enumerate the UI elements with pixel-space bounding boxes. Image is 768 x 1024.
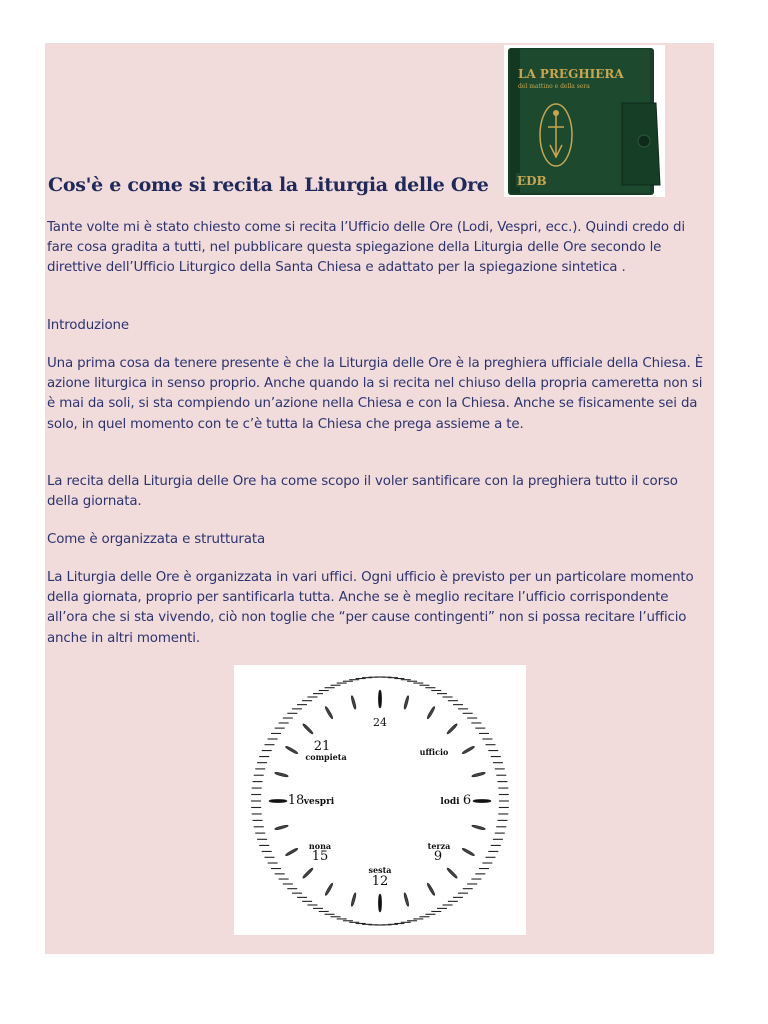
clock-hour-tick bbox=[324, 706, 333, 719]
office-sesta-label: sesta bbox=[368, 865, 392, 875]
hour-12-label: 12 bbox=[371, 874, 389, 889]
clock-hour-tick bbox=[446, 723, 458, 735]
book-subtitle-text: del mattino e della sera bbox=[518, 83, 590, 90]
clock-hour-tick bbox=[403, 892, 409, 906]
hour-24-label: 24 bbox=[373, 716, 387, 729]
clock-hour-tick bbox=[426, 883, 435, 896]
clock-hour-tick bbox=[324, 883, 333, 896]
office-vespri-label: vespri bbox=[303, 797, 335, 807]
clock-hour-tick bbox=[378, 690, 381, 708]
clock-hour-tick bbox=[462, 847, 475, 856]
book-cover-image bbox=[504, 45, 665, 197]
office-compieta-label: compieta bbox=[305, 752, 347, 762]
paragraph-preghiera-ufficiale: Una prima cosa da tenere presente è che la Liturgia delle Ore è la preghiera ufficiale della Chiesa. È azione liturgica in senso proprio. Anche quando la si recita nel chiuso della propria cameretta non si è mai da soli, si sta compiendo un’azione nella Chiesa e con la Chiesa. Anche se fisicamente sei da solo, in quel momento con te c’è tutta la Chiesa che prega assieme a te. bbox=[47, 356, 704, 432]
clock-hour-tick bbox=[302, 867, 314, 879]
section-heading-introduzione: Introduzione bbox=[47, 318, 129, 333]
intro-paragraph: Tante volte mi è stato chiesto come si recita l’Ufficio delle Ore (Lodi, Vespri, ecc.). Quindi credo di fare cosa gradita a tutti, nel pubblicare questa spiegazione della Liturgia delle Ore secondo le direttive dell’Ufficio Liturgico della Santa Chiesa e adattato per la spiegazione sintetica . bbox=[47, 220, 685, 276]
clock-hour-tick bbox=[302, 723, 314, 735]
office-terza-label: terza bbox=[427, 841, 451, 851]
hour-15-label: 15 bbox=[311, 849, 329, 864]
section-heading-organizzazione: Come è organizzata e strutturata bbox=[47, 532, 265, 547]
office-nona-label: nona bbox=[308, 841, 332, 851]
book-title-text: LA PREGHIERA bbox=[518, 67, 624, 81]
hour-6-label: 6 bbox=[462, 793, 472, 808]
clock-hour-tick bbox=[285, 745, 298, 754]
clock-hour-tick bbox=[378, 894, 381, 912]
paragraph-uffici: La Liturgia delle Ore è organizzata in vari uffici. Ogni ufficio è previsto per un particolare momento della giornata, proprio per santificarla tutta. Anche se è meglio recitare l’ufficio corrispondente all’ora che si sta vivendo, ciò non toglie che “per cause contingenti” non si possa recitare l’ufficio anche in altri momenti. bbox=[47, 570, 694, 646]
clock-hour-tick bbox=[462, 745, 475, 754]
clock-hour-tick bbox=[269, 799, 287, 802]
clock-hour-tick bbox=[274, 772, 288, 778]
clock-hour-tick bbox=[471, 772, 485, 778]
clock-hour-tick bbox=[403, 695, 409, 709]
clock-illustration bbox=[234, 665, 526, 935]
clock-hour-tick bbox=[285, 847, 298, 856]
clock-hour-tick bbox=[351, 695, 357, 709]
paragraph-scopo: La recita della Liturgia delle Ore ha come scopo il voler santificare con la preghiera tutto il corso della giornata. bbox=[47, 474, 678, 510]
clock-hour-tick bbox=[473, 799, 491, 802]
publisher-logo: EDB bbox=[517, 174, 547, 188]
office-lodi-label: lodi bbox=[440, 797, 460, 807]
clock-hour-tick bbox=[274, 824, 288, 830]
clock-hour-tick bbox=[446, 867, 458, 879]
hour-18-label: 18 bbox=[287, 793, 305, 808]
clock-hour-tick bbox=[426, 706, 435, 719]
clock-hour-tick bbox=[351, 892, 357, 906]
office-ufficio-label: ufficio bbox=[419, 747, 449, 757]
document-page bbox=[45, 43, 714, 954]
hour-9-label: 9 bbox=[433, 849, 443, 864]
liturgy-hours-clock-image bbox=[234, 665, 526, 935]
clock-hour-tick bbox=[471, 824, 485, 830]
hour-21-label: 21 bbox=[313, 739, 331, 754]
book-illustration bbox=[504, 45, 665, 197]
page-title: Cos'è e come si recita la Liturgia delle Ore bbox=[48, 174, 489, 196]
